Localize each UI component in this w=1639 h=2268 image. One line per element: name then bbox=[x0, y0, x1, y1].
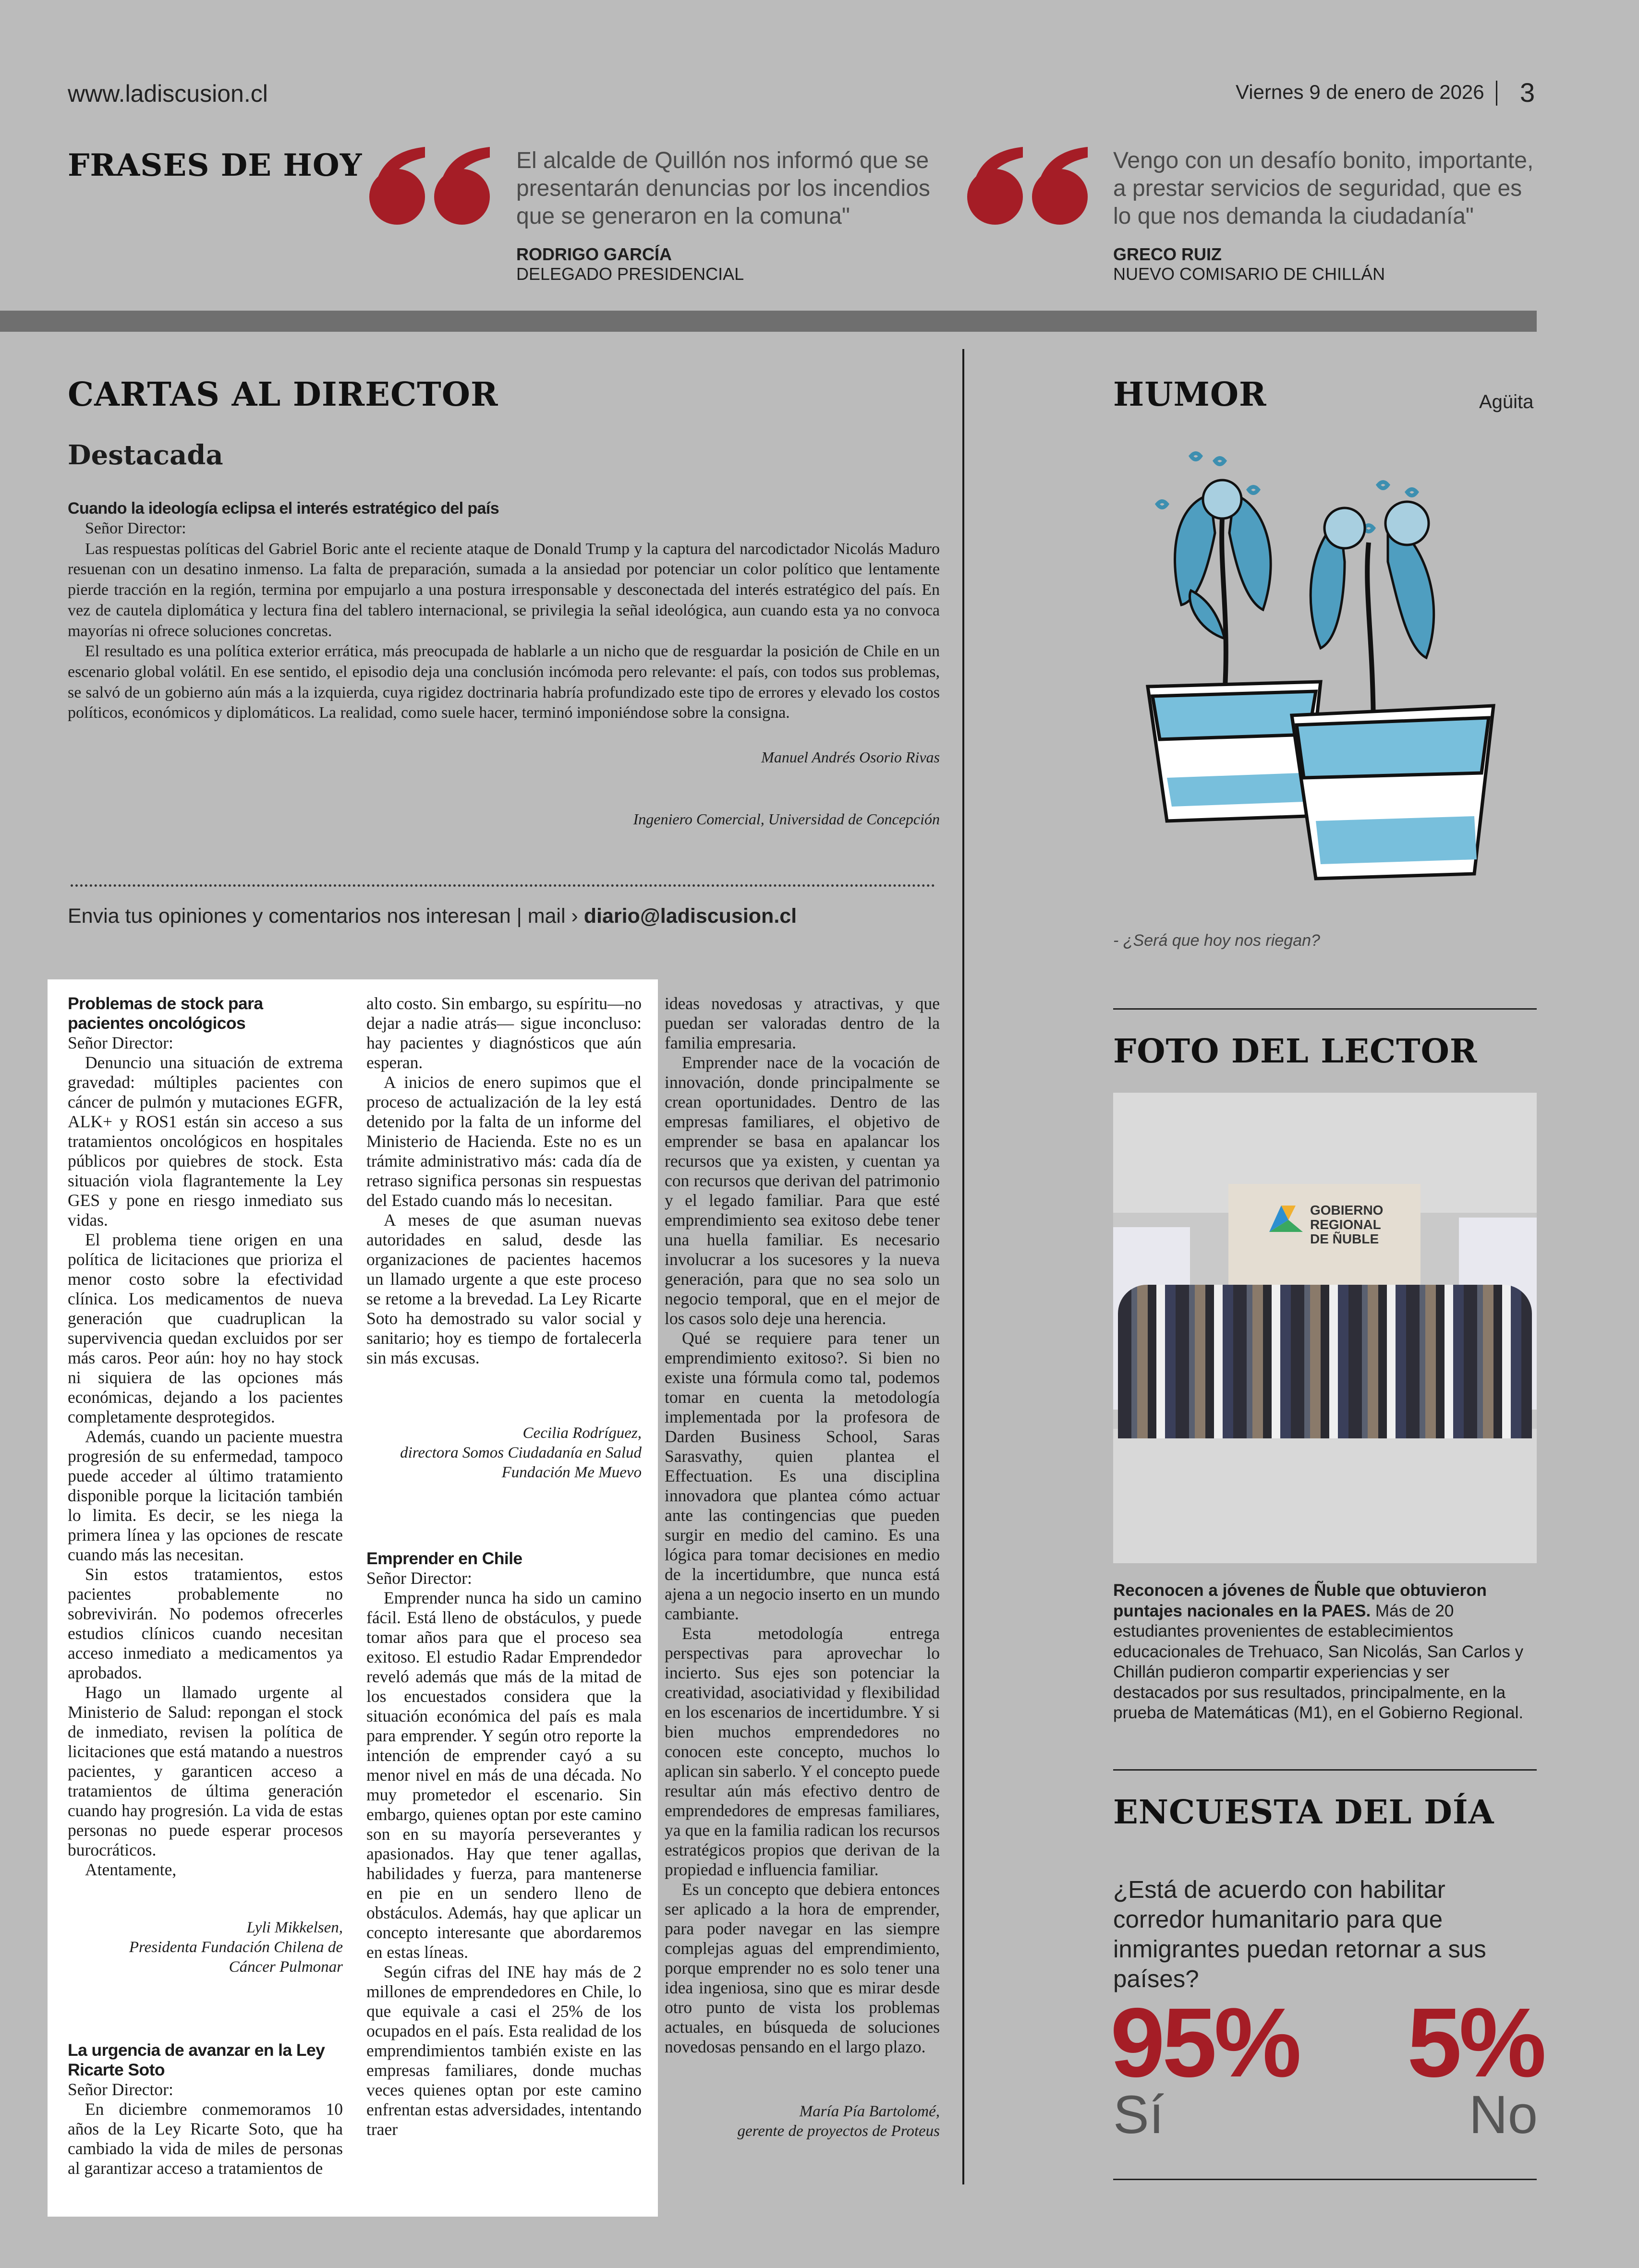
featured-letter bbox=[68, 499, 940, 724]
signature-line: Cáncer Pulmonar bbox=[229, 1958, 343, 1976]
letter-paragraph: Denuncio una situación de extrema gravedad: múltiples pacientes con cáncer de pulmón y mutaciones EGFR, ALK+ y ROS1 están sin acceso a sus tratamientos oncológicos en hospitales públicos por quiebres de stock. Esta situación viola flagrantemente la Ley GES y pone en riesgo inmediato sus vidas. bbox=[68, 1053, 343, 1230]
letter-ricarte-soto bbox=[68, 2040, 343, 2178]
encuesta-title: ENCUESTA DEL DÍA bbox=[1113, 1793, 1494, 1832]
page-number: 3 bbox=[1520, 77, 1535, 108]
letter-paragraph: ideas novedosas y atractivas, y que puedan ser valoradas dentro de la familia empresaria. bbox=[665, 994, 940, 1052]
encuesta-question: ¿Está de acuerdo con habilitar corredor humanitario para que inmigrantes puedan retornar a sus países? bbox=[1113, 1876, 1486, 1992]
issue-date: Viernes 9 de enero de 2026 bbox=[1236, 81, 1484, 103]
letter-paragraph: Además, cuando un paciente muestra progresión de su enfermedad, tampoco puede acceder al último tratamiento disponible porque la licitación también lo limita. Es decir, se les niega la primera línea y las opciones de rescate cuando más las necesitan. bbox=[68, 1427, 343, 1564]
letter-ricarte-soto-continued bbox=[366, 994, 642, 1368]
frases-title: FRASES DE HOY bbox=[68, 147, 363, 183]
quote-2-name: GRECO RUIZ bbox=[1113, 244, 1222, 264]
photo-caption bbox=[1113, 1580, 1537, 1724]
letter-paragraph: El problema tiene origen en una política de licitaciones que prioriza el menor costo sobre la efectividad clínica. Los medicamentos de nueva generación que cuadruplican la supervivencia quedan excluidos por ser más caros. Peor aún: hoy no hay stock ni siquiera de las opciones más económicas, dejando a los pacientes completamente desprotegidos. bbox=[68, 1230, 343, 1426]
letter-signature bbox=[665, 2102, 940, 2141]
sign-line: GOBIERNO bbox=[1310, 1203, 1384, 1218]
dotted-divider bbox=[71, 884, 935, 887]
quote-mark-icon bbox=[364, 144, 498, 226]
photo-sign-text bbox=[1310, 1203, 1383, 1246]
letter-salutation: Señor Director: bbox=[68, 2080, 173, 2099]
poll-no-label: No bbox=[1469, 2085, 1538, 2145]
rule-bottom bbox=[1113, 2179, 1537, 2180]
section-divider-bar bbox=[0, 311, 1537, 332]
signature-line: gerente de proyectos de Proteus bbox=[737, 2123, 940, 2140]
photo-caption-bold: Reconocen a jóvenes de Ñuble que obtuvieron puntajes nacionales en la PAES. bbox=[1113, 1581, 1487, 1620]
reader-photo bbox=[1113, 1093, 1537, 1563]
featured-letter-paragraph: Las respuestas políticas del Gabriel Boric ante el reciente ataque de Donald Trump y la captura del narcodictador Nicolás Maduro resuenan con un desatino inmenso. La falta de preparación, sumada a la ansiedad por potenciar un color político que lentamente pierde tracción en la región, termina por empujarlo a una postura irresponsable y desconectada del interés estratégico del país. En vez de cautela diplomática y lectura fina del tablero internacional, se privilegia la señal ideológica, aun cuando esta ya no convoca mayorías ni ofrece soluciones concretas. bbox=[68, 540, 940, 640]
letter-paragraph: Atentamente, bbox=[85, 1860, 177, 1879]
letter-paragraph: En diciembre conmemoramos 10 años de la Ley Ricarte Soto, que ha cambiado la vida de miles de personas al garantizar acceso a tratamientos de bbox=[68, 2099, 343, 2178]
letter-paragraph: Emprender nace de la vocación de innovación, donde principalmente se crean oportunidades. Dentro de las empresas familiares, el objetivo de emprender se basa en apalancar los recursos que ya existen, y cuentan ya con recursos que derivan del patrimonio y el legado familiar. Para que esté emprendimiento sea exitoso debe tener una huella familiar. Es necesario involucrar a los sucesores y la nueva generación, para que no sea solo un negocio temporal, que en el mejor de los casos solo deje una herencia. bbox=[665, 1053, 940, 1328]
letter-title: Problemas de stock para pacientes oncológicos bbox=[68, 994, 263, 1033]
sign-line: REGIONAL bbox=[1310, 1217, 1381, 1232]
gobierno-regional-logo-icon bbox=[1267, 1201, 1305, 1234]
poll-no-percent: 5% bbox=[1407, 1988, 1544, 2098]
letter-emprender-chile bbox=[366, 1549, 642, 2139]
quote-2-role: NUEVO COMISARIO DE CHILLÁN bbox=[1113, 264, 1385, 284]
poll-yes-percent: 95% bbox=[1110, 1988, 1299, 2098]
letter-paragraph: Sin estos tratamientos, estos pacientes probablemente no sobrevivirán. No podemos ofrecerles estudios clínicos cuando necesitan acceso inmediato a medicamentos ya aprobados. bbox=[68, 1565, 343, 1682]
humor-caption: - ¿Será que hoy nos riegan? bbox=[1113, 931, 1320, 950]
quote-1-text: El alcalde de Quillón nos informó que se presentarán denuncias por los incendios que se generaron en la comuna" bbox=[516, 148, 930, 229]
cartas-title: CARTAS AL DIRECTOR bbox=[68, 375, 498, 414]
letter-paragraph: A inicios de enero supimos que el proceso de actualización de la ley está detenido por la falta de un informe del Ministerio de Hacienda. Este no es un trámite administrativo más: cada día de retraso significa personas sin respuestas del Estado cuando más lo necesitan. bbox=[366, 1073, 642, 1210]
quote-mark-icon bbox=[961, 144, 1096, 226]
humor-author: Agüita bbox=[1479, 391, 1534, 412]
poll-yes-label: Sí bbox=[1113, 2085, 1164, 2145]
letter-title: Emprender en Chile bbox=[366, 1549, 522, 1568]
signature-line: Fundación Me Muevo bbox=[501, 1464, 642, 1481]
featured-letter-paragraph: El resultado es una política exterior errática, más preocupada de hablarle a un nicho que de resguardar la posición de Chile en un escenario global volátil. En ese sentido, el episodio deja una conclusión incómoda pero relevante: el país, con todos sus problemas, se salvó de un gobierno aún más a la izquierda, cuya rigidez doctrinaria habría profundizado este tipo de errores y elevado los costos políticos, económicos y diplomáticos. La realidad, como suele hacer, terminó imponiéndose sobre la consigna. bbox=[68, 642, 940, 722]
letter-salutation: Señor Director: bbox=[68, 1033, 173, 1052]
letter-paragraph: Según cifras del INE hay más de 2 millones de emprendedores en Chile, lo que equivale a casi el 25% de los ocupados en el país. Esta realidad de los emprendimientos también existe en las empresas familiares, donde muchas veces quienes optan por este camino enfrentan estas adversidades, intentando traer bbox=[366, 1962, 642, 2139]
signature-line: María Pía Bartolomé, bbox=[799, 2103, 940, 2120]
signature-line: directora Somos Ciudadanía en Salud bbox=[400, 1444, 642, 1461]
featured-letter-author: Manuel Andrés Osorio Rivas bbox=[761, 748, 940, 766]
featured-letter-salutation: Señor Director: bbox=[85, 519, 186, 537]
signature-line: Lyli Mikkelsen, bbox=[246, 1919, 343, 1936]
contact-email-link[interactable]: diario@ladiscusion.cl bbox=[583, 905, 797, 928]
photo-floor bbox=[1113, 1429, 1537, 1563]
contact-prefix: Envia tus opiniones y comentarios nos interesan | mail › bbox=[68, 905, 584, 928]
featured-letter-author-role: Ingeniero Comercial, Universidad de Concepción bbox=[633, 810, 940, 828]
letter-salutation: Señor Director: bbox=[366, 1568, 472, 1588]
contact-line bbox=[68, 905, 797, 928]
rule-foto bbox=[1113, 1008, 1537, 1010]
cartas-subtitle: Destacada bbox=[68, 439, 223, 471]
humor-cartoon-wilted-plants bbox=[1138, 446, 1513, 893]
letter-paragraph: Emprender nunca ha sido un camino fácil. Está lleno de obstáculos, y puede tomar años para que el proceso sea exitoso. El estudio Radar Emprendedor reveló además que más de la mitad de los encuestados considera que la situación económica del país es mala para emprender. Y según otro reporte la intención de emprender cayó a su menor nivel en más de una década. No muy prometedor el escenario. Sin embargo, quienes optan por este camino son en su mayoría perseverantes y apasionados. Hay que tener agallas, habilidades y fuerza, para mantenerse en pie en un sendero lleno de obstáculos. Además, hay que aplicar un concepto interesante que abordaremos en estas líneas. bbox=[366, 1588, 642, 1962]
site-url[interactable]: www.ladiscusion.cl bbox=[68, 80, 268, 107]
letter-paragraph: alto costo. Sin embargo, su espíritu—no dejar a nadie atrás— sigue inconcluso: hay pacientes y diagnósticos que aún esperan. bbox=[366, 994, 642, 1072]
letter-emprender-chile-continued bbox=[665, 994, 940, 2057]
rule-encuesta bbox=[1113, 1769, 1537, 1771]
letter-paragraph: Esta metodología entrega perspectivas para aprovechar lo incierto. Sus ejes son potenciar la creatividad, asociatividad y flexibilidad en los escenarios de incertidumbre. Y si bien muchos emprendedores no conocen este concepto, muchos lo aplican sin saberlo. Y el concepto puede resultar aún más efectivo dentro de emprendedores de empresas familiares, ya que en la familia radican los recursos estratégicos propios que derivan de la propiedad e influencia familiar. bbox=[665, 1624, 940, 1879]
signature-line: Presidenta Fundación Chilena de bbox=[129, 1939, 343, 1956]
quote-1-name: RODRIGO GARCÍA bbox=[516, 244, 672, 264]
quote-2-text: Vengo con un desafío bonito, importante, a prestar servicios de seguridad, que es lo que nos demanda la ciudadanía" bbox=[1113, 148, 1534, 229]
letter-paragraph: Hago un llamado urgente al Ministerio de Salud: repongan el stock de inmediato, revisen la política de licitaciones que está matando a nuestros pacientes, y garanticen acceso a tratamientos de última generación cuando hay progresión. La vida de estas personas no puede esperar procesos burocráticos. bbox=[68, 1683, 343, 1859]
letter-title: La urgencia de avanzar en la Ley Ricarte Soto bbox=[68, 2040, 325, 2079]
letter-paragraph: A meses de que asuman nuevas autoridades en salud, desde las organizaciones de pacientes hacemos un llamado urgente a que este proceso se retome a la brevedad. La Ley Ricarte Soto ha demostrado su valor social y sanitario; hoy es tiempo de fortalecerla sin más excusas. bbox=[366, 1210, 642, 1367]
column-rule bbox=[962, 349, 964, 2184]
photo-crowd bbox=[1118, 1285, 1532, 1438]
humor-title: HUMOR bbox=[1113, 375, 1267, 414]
letter-signature bbox=[68, 1918, 343, 1977]
photo-caption-text: Más de 20 estudiantes provenientes de establecimientos educacionales de Trehuaco, San Nicolás, San Carlos y Chillán pudieron compartir experiencias y ser destacados por sus resultados, principalmente, en la prueba de Matemáticas (M1), en el Gobierno Regional. bbox=[1113, 1601, 1524, 1722]
letter-paragraph: Qué se requiere para tener un emprendimiento exitoso?. Si bien no existe una fórmula como tal, podemos tomar en cuenta la metodología implementada por la profesora de Darden Business School, Saras Sarasvathy, quien plantea el Effectuation. Es una disciplina innovadora que plantea cómo actuar ante las contingencias que pueden surgir en medio del camino. Es una lógica para tomar decisiones en medio de la incertidumbre, que nunca está ajena a un negocio inserto en un mundo cambiante. bbox=[665, 1328, 940, 1623]
letter-stock-oncologicos bbox=[68, 994, 343, 1880]
foto-title: FOTO DEL LECTOR bbox=[1113, 1032, 1478, 1071]
letter-paragraph: Es un concepto que debiera entonces ser aplicado a la hora de emprender, para poder navegar en las siempre complejas aguas del emprendimiento, porque emprender no es solo tener una idea ingeniosa, sino que es mirar desde otro punto de vista los problemas actuales, en búsqueda de soluciones novedosas pensando en el largo plazo. bbox=[665, 1880, 940, 2056]
featured-letter-title: Cuando la ideología eclipsa el interés estratégico del país bbox=[68, 499, 499, 518]
letter-signature bbox=[366, 1424, 642, 1483]
signature-line: Cecilia Rodríguez, bbox=[522, 1424, 642, 1442]
quote-1-role: DELEGADO PRESIDENCIAL bbox=[516, 264, 744, 284]
header-divider bbox=[1496, 81, 1497, 106]
sign-line: DE ÑUBLE bbox=[1310, 1231, 1379, 1246]
